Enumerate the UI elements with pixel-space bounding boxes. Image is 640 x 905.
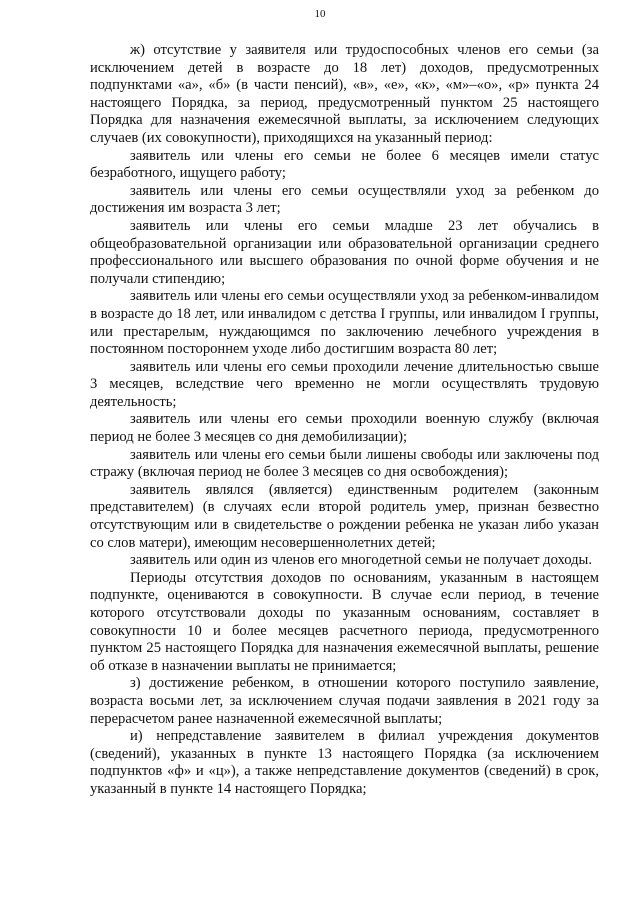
paragraph: заявитель или один из членов его многодетной семьи не получает доходы. — [130, 552, 593, 569]
page-number: 10 — [314, 8, 326, 20]
paragraph: заявитель являлся (является) единственным родителем (законным представителем) (в случаях если второй родитель умер, признан безвестно отсутствующим или в свидетельстве о рождении ребенка не указан либо указан со слов матери), имеющим несовершеннолетних детей; — [90, 481, 599, 551]
paragraph: заявитель или члены его семьи были лишены свободы или заключены под стражу (включая период не более 3 месяцев со дня освобождения); — [90, 446, 599, 481]
paragraph: заявитель или члены его семьи проходили военную службу (включая период не более 3 месяцев со дня демобилизации); — [90, 411, 599, 446]
paragraph: заявитель или члены его семьи не более 6 месяцев имели статус безработного, ищущего работу; — [90, 147, 599, 182]
paragraph: заявитель или члены его семьи осуществляли уход за ребенком до достижения им возраста 3 лет; — [90, 182, 599, 217]
paragraph: Периоды отсутствия доходов по основаниям, указанным в настоящем подпункте, оцениваются в совокупности. В случае если период, в течение которого отсутствовали доходы по указанным основаниям, составляет в совокупности 10 и более месяцев расчетного периода, предусмотренного пунктом 25 настоящего Порядка для назначения ежемесячной выплаты, решение об отказе в назначении выплаты не принимается; — [90, 569, 599, 674]
paragraph: заявитель или члены его семьи младше 23 лет обучались в общеобразовательной организации или образовательной организации среднего профессионального или высшего образования по очной форме обучения и не получали стипендию; — [90, 217, 599, 287]
paragraph: заявитель или члены его семьи осуществляли уход за ребенком-инвалидом в возрасте до 18 лет, или инвалидом с детства I группы, или инвалидом I группы, или престарелым, нуждающимся по заключению лечебного учреждения в постоянном постороннем уходе либо достигшим возраста 80 лет; — [90, 288, 599, 358]
document-body — [90, 42, 599, 799]
paragraph: заявитель или члены его семьи проходили лечение длительностью свыше 3 месяцев, вследствие чего временно не могли осуществлять трудовую деятельность; — [90, 358, 599, 410]
paragraph: ж) отсутствие у заявителя или трудоспособных членов его семьи (за исключением детей в возрасте до 18 лет) доходов, предусмотренных подпунктами «а», «б» (в части пенсий), «в», «е», «к», «м»–«о», «р» пункта 24 настоящего Порядка, за период, предусмотренный пунктом 25 настоящего Порядка для назначения ежемесячной выплаты, за исключением следующих случаев (их совокупности), приходящихся на указанный период: — [90, 42, 599, 146]
paragraph: з) достижение ребенком, в отношении которого поступило заявление, возраста восьми лет, за исключением случая подачи заявления в 2021 году за перерасчетом ранее назначенной ежемесячной выплаты; — [90, 675, 599, 727]
paragraph: и) непредставление заявителем в филиал учреждения документов (сведений), указанных в пункте 13 настоящего Порядка (за исключением подпунктов «ф» и «ц»), а также непредставление документов (сведений) в срок, указанный в пункте 14 настоящего Порядка; — [90, 728, 599, 797]
